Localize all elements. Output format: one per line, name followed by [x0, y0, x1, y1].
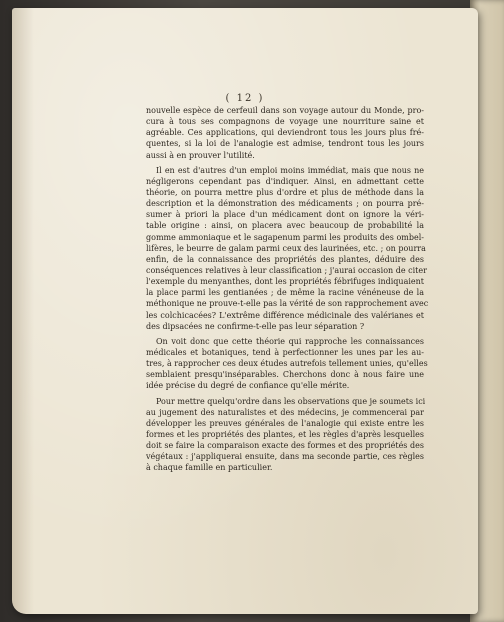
- body-text: [146, 105, 429, 474]
- page-number: ( 12 ): [225, 93, 265, 104]
- text-line: enfin, de la connaissance des propriétés des plantes, déduire des: [146, 254, 424, 264]
- text-line: conséquences relatives à leur classification ; j'aurai occasion de citer: [146, 265, 427, 275]
- text-line: description et la démonstration des médicaments ; on pourra pré-: [146, 199, 424, 209]
- text-line: lifères, le beurre de galam parmi ceux des laurinées, etc. ; on pourra: [146, 243, 426, 253]
- text-line: tres, à rapprocher ces deux études autrefois tellement unies, qu'elles: [146, 359, 428, 369]
- text-line: Il en est d'autres d'un emploi moins immédiat, mais que nous ne: [156, 165, 424, 175]
- text-line: des dipsacées ne confirme-t-elle pas leur séparation ?: [146, 321, 365, 331]
- text-line: méthonique ne prouve-t-elle pas la vérité de son rapprochement avec: [146, 299, 429, 309]
- text-line: cura à tous ses compagnons de voyage une nourriture saine et: [146, 117, 424, 127]
- text-line: gomme ammoniaque et le sagapenum parmi les produits des ombel-: [146, 232, 424, 242]
- text-line: à chaque famille en particulier.: [146, 463, 273, 473]
- paragraph: [146, 396, 424, 474]
- text-line: au jugement des naturalistes et des médecins, je commencerai par: [146, 407, 424, 417]
- text-line: l'exemple du menyanthes, dont les propriétés fébrifuges indiquaient: [146, 277, 424, 287]
- text-line: idée précise du degré de confiance qu'elle mérite.: [146, 381, 350, 391]
- text-line: quentes, si la loi de l'analogie est admise, tendront tous les jours: [146, 139, 424, 149]
- text-line: On voit donc que cette théorie qui rapproche les connaissances: [156, 336, 424, 346]
- text-line: médicales et botaniques, tend à perfectionner les unes par les au-: [146, 347, 424, 357]
- text-line: doit se faire la comparaison exacte des formes et des propriétés des: [146, 441, 424, 451]
- text-line: nouvelle espèce de cerfeuil dans son voyage autour du Monde, pro-: [146, 106, 424, 115]
- text-line: théorie, on pourra mettre plus d'ordre et plus de méthode dans la: [146, 187, 424, 197]
- text-line: agréable. Ces applications, qui deviendront tous les jours plus fré-: [146, 128, 424, 138]
- paragraph: [146, 336, 428, 392]
- text-line: développer les preuves générales de l'analogie qui existe entre les: [146, 418, 424, 428]
- text-line: semblaient presqu'inséparables. Cherchons donc à nous faire une: [146, 370, 424, 380]
- text-line: végétaux : j'appliquerai ensuite, dans ma seconde partie, ces règles: [146, 452, 424, 462]
- text-line: négligerons cependant pas d'indiquer. Ainsi, en admettant cette: [146, 176, 424, 186]
- text-line: les colchicacées? L'extrême différence médicinale des valérianes et: [146, 310, 424, 320]
- text-line: aussi à en prouver l'utilité.: [146, 150, 255, 160]
- text-line: table origine : ainsi, on placera avec beaucoup de probabilité la: [146, 221, 424, 231]
- paragraph: [146, 165, 429, 332]
- text-line: sumer à priori la place d'un médicament dont on ignore la véri-: [146, 210, 424, 220]
- text-line: la place parmi les gentianées ; de même la racine vénéneuse de la: [146, 288, 424, 298]
- book-page: [12, 8, 478, 614]
- text-line: formes et les propriétés des plantes, et les règles d'après lesquelles: [146, 429, 424, 439]
- paragraph: [146, 105, 424, 161]
- text-line: Pour mettre quelqu'ordre dans les observations que je soumets ici: [156, 396, 426, 406]
